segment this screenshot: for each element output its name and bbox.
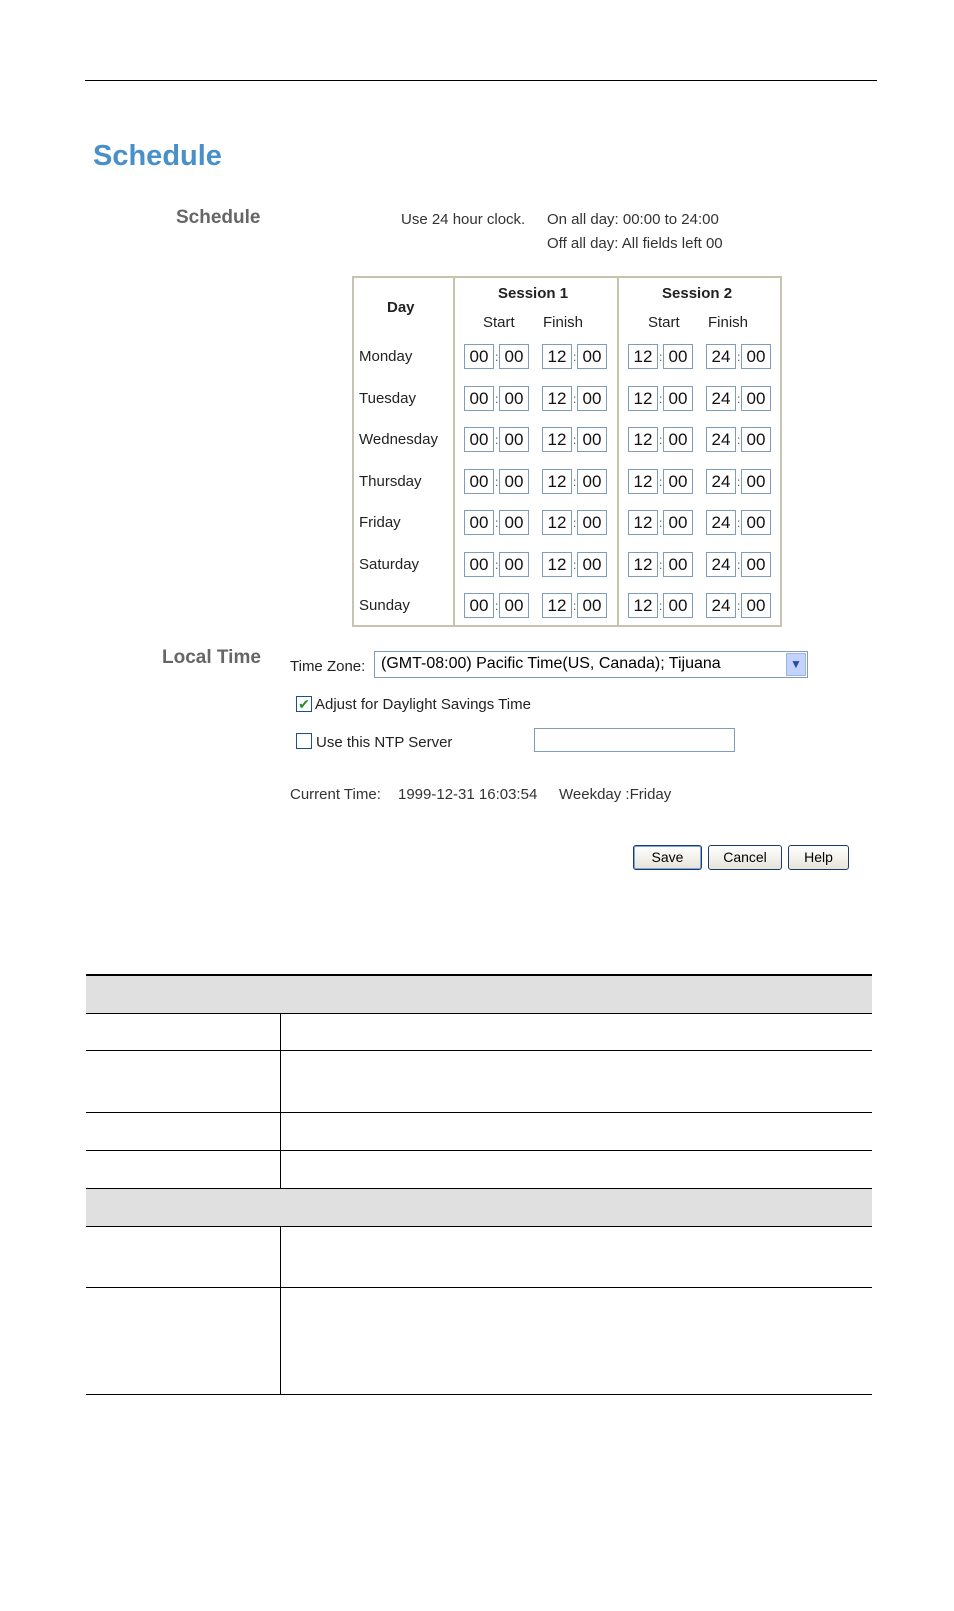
time-input-s1-finish-h[interactable]: 12 bbox=[542, 469, 572, 494]
table-rule bbox=[86, 1050, 872, 1051]
time-input-s2-start-h[interactable]: 12 bbox=[628, 469, 658, 494]
header-s2-start: Start bbox=[648, 314, 680, 331]
time-input-s2-finish-m[interactable]: 00 bbox=[741, 469, 771, 494]
table-section-header-2 bbox=[86, 1189, 872, 1226]
time-input-s1-finish-h[interactable]: 12 bbox=[542, 510, 572, 535]
current-time-value: 1999-12-31 16:03:54 bbox=[398, 786, 538, 803]
time-input-s1-start-m[interactable]: 00 bbox=[499, 552, 529, 577]
time-input-s1-finish-m[interactable]: 00 bbox=[577, 469, 607, 494]
day-label: Thursday bbox=[359, 473, 422, 490]
ntp-server-input[interactable] bbox=[534, 728, 735, 752]
time-input-s2-finish-h[interactable]: 24 bbox=[706, 386, 736, 411]
hint-off-all-day: Off all day: All fields left 00 bbox=[547, 235, 723, 252]
chevron-down-icon[interactable]: ▼ bbox=[786, 653, 806, 676]
schedule-section-label: Schedule bbox=[176, 207, 261, 228]
time-input-s2-finish-h[interactable]: 24 bbox=[706, 344, 736, 369]
time-input-s1-start-h[interactable]: 00 bbox=[464, 552, 494, 577]
table-divider-day bbox=[453, 276, 455, 627]
time-input-s1-finish-m[interactable]: 00 bbox=[577, 552, 607, 577]
time-input-s2-start-h[interactable]: 12 bbox=[628, 593, 658, 618]
time-zone-label: Time Zone: bbox=[290, 658, 366, 675]
time-input-s1-finish-m[interactable]: 00 bbox=[577, 427, 607, 452]
day-label: Wednesday bbox=[359, 431, 438, 448]
time-input-s2-start-m[interactable]: 00 bbox=[663, 344, 693, 369]
table-rule bbox=[86, 1013, 872, 1014]
time-input-s2-start-h[interactable]: 12 bbox=[628, 510, 658, 535]
time-separator: : bbox=[495, 558, 499, 572]
time-input-s1-start-h[interactable]: 00 bbox=[464, 386, 494, 411]
day-label: Sunday bbox=[359, 597, 410, 614]
header-s1-start: Start bbox=[483, 314, 515, 331]
header-day: Day bbox=[387, 299, 415, 316]
time-separator: : bbox=[495, 350, 499, 364]
time-separator: : bbox=[573, 475, 577, 489]
table-rule bbox=[86, 1188, 872, 1189]
time-separator: : bbox=[659, 392, 663, 406]
time-separator: : bbox=[495, 392, 499, 406]
time-separator: : bbox=[737, 350, 741, 364]
time-separator: : bbox=[573, 516, 577, 530]
page-title: Schedule bbox=[93, 140, 222, 172]
time-input-s1-start-h[interactable]: 00 bbox=[464, 593, 494, 618]
time-separator: : bbox=[659, 350, 663, 364]
time-input-s2-start-h[interactable]: 12 bbox=[628, 552, 658, 577]
help-button[interactable]: Help bbox=[788, 845, 849, 870]
day-label: Friday bbox=[359, 514, 401, 531]
day-label: Saturday bbox=[359, 556, 420, 573]
time-zone-value: (GMT-08:00) Pacific Time(US, Canada); Tijuana bbox=[381, 655, 721, 672]
top-rule bbox=[85, 80, 877, 81]
header-session-2: Session 2 bbox=[662, 285, 733, 302]
weekday-text: Weekday :Friday bbox=[559, 786, 672, 803]
time-input-s2-finish-m[interactable]: 00 bbox=[741, 386, 771, 411]
current-time-label: Current Time: bbox=[290, 786, 381, 803]
local-time-section-label: Local Time bbox=[162, 647, 261, 668]
time-separator: : bbox=[495, 433, 499, 447]
time-input-s2-finish-h[interactable]: 24 bbox=[706, 510, 736, 535]
table-rule bbox=[86, 1394, 872, 1395]
time-separator: : bbox=[737, 599, 741, 613]
time-separator: : bbox=[573, 433, 577, 447]
time-separator: : bbox=[737, 433, 741, 447]
time-separator: : bbox=[659, 558, 663, 572]
time-input-s1-start-h[interactable]: 00 bbox=[464, 510, 494, 535]
time-input-s1-finish-h[interactable]: 12 bbox=[542, 386, 572, 411]
header-s1-finish: Finish bbox=[543, 314, 584, 331]
time-separator: : bbox=[573, 392, 577, 406]
check-icon: ✔ bbox=[298, 696, 310, 712]
time-input-s2-start-m[interactable]: 00 bbox=[663, 427, 693, 452]
time-separator: : bbox=[495, 599, 499, 613]
time-input-s2-start-m[interactable]: 00 bbox=[663, 510, 693, 535]
time-separator: : bbox=[495, 516, 499, 530]
time-input-s2-start-m[interactable]: 00 bbox=[663, 386, 693, 411]
time-input-s1-start-m[interactable]: 00 bbox=[499, 386, 529, 411]
table-section-header-1 bbox=[86, 975, 872, 1013]
time-input-s2-start-h[interactable]: 12 bbox=[628, 386, 658, 411]
table-rule bbox=[86, 1150, 872, 1151]
time-input-s2-start-m[interactable]: 00 bbox=[663, 593, 693, 618]
time-input-s1-finish-h[interactable]: 12 bbox=[542, 593, 572, 618]
time-input-s1-start-m[interactable]: 00 bbox=[499, 593, 529, 618]
daylight-label: Adjust for Daylight Savings Time bbox=[315, 696, 531, 713]
table-rule bbox=[86, 1112, 872, 1113]
cancel-button[interactable]: Cancel bbox=[708, 845, 782, 870]
time-input-s2-finish-h[interactable]: 24 bbox=[706, 593, 736, 618]
hint-on-all-day: On all day: 00:00 to 24:00 bbox=[547, 211, 719, 228]
ntp-label: Use this NTP Server bbox=[316, 734, 453, 751]
header-session-1: Session 1 bbox=[498, 285, 569, 302]
day-label: Tuesday bbox=[359, 390, 416, 407]
time-separator: : bbox=[659, 599, 663, 613]
header-s2-finish: Finish bbox=[708, 314, 749, 331]
time-separator: : bbox=[737, 516, 741, 530]
time-input-s1-start-m[interactable]: 00 bbox=[499, 344, 529, 369]
time-separator: : bbox=[573, 599, 577, 613]
time-input-s1-finish-h[interactable]: 12 bbox=[542, 344, 572, 369]
time-separator: : bbox=[737, 392, 741, 406]
time-input-s1-start-m[interactable]: 00 bbox=[499, 427, 529, 452]
time-input-s1-start-m[interactable]: 00 bbox=[499, 510, 529, 535]
hint-24-hour: Use 24 hour clock. bbox=[401, 211, 526, 228]
time-input-s1-finish-m[interactable]: 00 bbox=[577, 386, 607, 411]
table-rule bbox=[86, 1226, 872, 1227]
ntp-checkbox[interactable] bbox=[296, 733, 312, 749]
time-input-s2-finish-h[interactable]: 24 bbox=[706, 552, 736, 577]
day-label: Monday bbox=[359, 348, 413, 365]
time-input-s1-finish-h[interactable]: 12 bbox=[542, 427, 572, 452]
table-divider-session bbox=[617, 276, 619, 627]
time-zone-select[interactable] bbox=[374, 651, 808, 678]
time-input-s2-finish-m[interactable]: 00 bbox=[741, 344, 771, 369]
time-input-s1-start-h[interactable]: 00 bbox=[464, 344, 494, 369]
time-separator: : bbox=[495, 475, 499, 489]
table-column-divider bbox=[280, 1226, 281, 1394]
table-column-divider bbox=[280, 1013, 281, 1188]
time-input-s2-start-h[interactable]: 12 bbox=[628, 344, 658, 369]
save-button[interactable]: Save bbox=[633, 845, 702, 870]
time-input-s2-start-h[interactable]: 12 bbox=[628, 427, 658, 452]
time-separator: : bbox=[659, 433, 663, 447]
time-input-s2-finish-h[interactable]: 24 bbox=[706, 469, 736, 494]
time-input-s2-finish-m[interactable]: 00 bbox=[741, 427, 771, 452]
time-separator: : bbox=[659, 516, 663, 530]
time-input-s2-finish-m[interactable]: 00 bbox=[741, 510, 771, 535]
table-rule bbox=[86, 974, 872, 976]
time-separator: : bbox=[659, 475, 663, 489]
time-input-s2-finish-m[interactable]: 00 bbox=[741, 593, 771, 618]
time-separator: : bbox=[737, 475, 741, 489]
time-input-s2-start-m[interactable]: 00 bbox=[663, 552, 693, 577]
time-input-s1-finish-m[interactable]: 00 bbox=[577, 593, 607, 618]
time-input-s1-start-h[interactable]: 00 bbox=[464, 469, 494, 494]
time-input-s2-finish-m[interactable]: 00 bbox=[741, 552, 771, 577]
time-input-s1-start-h[interactable]: 00 bbox=[464, 427, 494, 452]
time-separator: : bbox=[737, 558, 741, 572]
time-input-s1-finish-m[interactable]: 00 bbox=[577, 510, 607, 535]
time-separator: : bbox=[573, 350, 577, 364]
time-input-s1-start-m[interactable]: 00 bbox=[499, 469, 529, 494]
time-input-s2-finish-h[interactable]: 24 bbox=[706, 427, 736, 452]
daylight-checkbox[interactable] bbox=[296, 696, 312, 712]
time-input-s1-finish-h[interactable]: 12 bbox=[542, 552, 572, 577]
table-rule bbox=[86, 1287, 872, 1288]
time-input-s2-start-m[interactable]: 00 bbox=[663, 469, 693, 494]
time-input-s1-finish-m[interactable]: 00 bbox=[577, 344, 607, 369]
time-separator: : bbox=[573, 558, 577, 572]
